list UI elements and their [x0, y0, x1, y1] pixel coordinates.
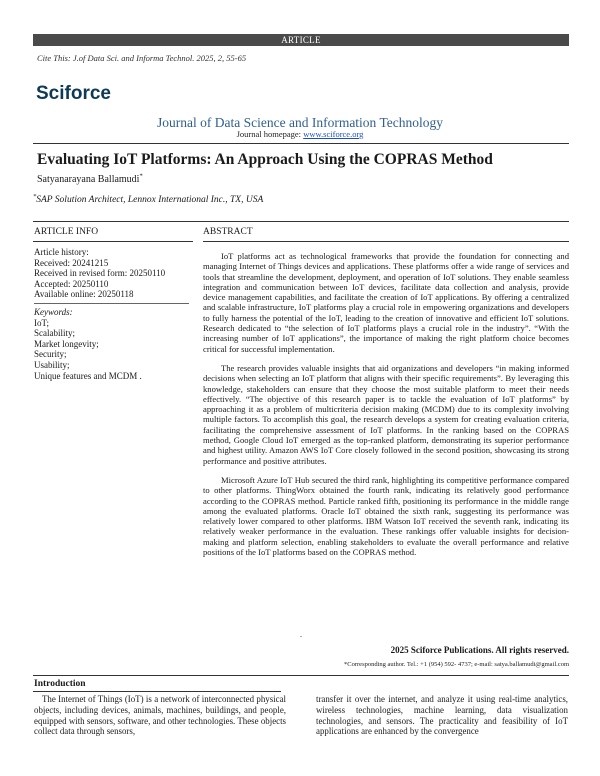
keyword-item: Security;: [34, 349, 67, 360]
keywords-label: Keywords:: [34, 306, 73, 317]
logo-text: Sciforce: [36, 83, 111, 104]
keywords-rule: [34, 303, 189, 304]
sciforce-logo[interactable]: [36, 82, 132, 104]
header-rule: [33, 143, 569, 144]
history-label: Article history:: [34, 247, 89, 257]
author-mark: *: [139, 172, 143, 180]
revised-date: Received in revised form: 20250110: [34, 268, 166, 279]
accepted-date: Accepted: 20250110: [34, 278, 109, 289]
abstract-heading: ABSTRACT: [203, 227, 253, 237]
homepage-link[interactable]: www.sciforce.org: [303, 129, 364, 139]
intro-left-column: The Internet of Things (IoT) is a network of interconnected physical objects, including devices, animals, machines, buildings, and people, equipped with sensors, software, and other technologies. These objects collect data through sensors,: [34, 694, 286, 737]
copyright-notice: 2025 Sciforce Publications. All rights reserved.: [390, 645, 569, 655]
introduction-heading: Introduction: [34, 679, 86, 689]
paper-title: Evaluating IoT Platforms: An Approach Using the COPRAS Method: [37, 151, 493, 168]
section-rule: [33, 221, 569, 222]
online-date: Available online: 20250118: [34, 289, 134, 300]
keyword-item: Scalability;: [34, 328, 75, 339]
abstract-trailing-mark: .: [300, 630, 302, 639]
affiliation-text: SAP Solution Architect, Lennox International Inc., TX, USA: [36, 195, 264, 205]
citation-line: Cite This: J.of Data Sci. and Informa Technol. 2025, 2, 55-65: [37, 53, 247, 63]
author-affiliation: [33, 192, 264, 205]
keyword-item: IoT;: [34, 317, 49, 328]
abstract-body: [203, 251, 569, 566]
keyword-item: Market longevity;: [34, 338, 99, 349]
article-info-heading: ARTICLE INFO: [34, 227, 99, 237]
author-text: Satyanarayana Ballamudi: [37, 174, 140, 185]
affiliation-mark: *: [33, 192, 37, 200]
keyword-item: Usability;: [34, 359, 70, 370]
intro-rule-top: [33, 675, 569, 676]
info-rule: [33, 241, 193, 242]
author-name: [37, 174, 143, 185]
journal-homepage: [0, 129, 600, 139]
homepage-label: Journal homepage:: [236, 129, 304, 139]
intro-right-column: transfer it over the internet, and analyze it using real-time analytics, wireless technologies, machine learning, data visualization technologies, and sensors. The practicality and feasibility of IoT applications are enhanced by the convergence: [316, 694, 568, 737]
received-date: Received: 20241215: [34, 257, 109, 268]
abstract-paragraph: The research provides valuable insights that aid organizations and developers “in making informed decisions when selecting an IoT platform that aligns with their specific requirements”. By leveraging this knowledge, stakeholders can ensure that they choose the most suitable platform to meet their needs effectively. “The objective of this research paper is to tackle the evaluation of IoT platforms” by approaching it as a problem of multicriteria decision making (MCDM) due to its complexity involving multiple factors. To accomplish this goal, the research develops a system for creating evaluation criteria, facilitating the comprehensive assessment of IoT platforms. In the ranking based on the COPRAS method, Google Cloud IoT emerged as the top-ranked platform, demonstrating its superior performance and highest utility. Amazon AWS IoT Core closely followed in the second position, showcasing its strong performance and positive attributes.: [203, 362, 569, 466]
journal-title: Journal of Data Science and Information Technology: [157, 115, 443, 130]
article-type-banner: ARTICLE: [33, 34, 569, 46]
abstract-paragraph: IoT platforms act as technological frameworks that provide the foundation for connecting and managing Internet of Things devices and applications. These platforms offer a wide range of services and tools that streamline the development, deployment, and operation of IoT solutions. They enable seamless integration and communication between IoT devices, facilitate data collection and analysis, provide device management capabilities, and facilitate the creation of IoT applications. By offering a centralized and scalable infrastructure, IoT platforms play a crucial role in empowering organizations and developers to fully harness the potential of the IoT, leading to the creation of innovative and efficient IoT solutions. Research dedicated to “the selection of IoT platforms plays a crucial role in the industry”. “With the increasing number of IoT applications”, the importance of making the right platform choice becomes critical for successful implementation.: [203, 251, 569, 354]
abstract-rule: [203, 241, 569, 242]
intro-rule-bottom: [33, 691, 281, 692]
abstract-paragraph: Microsoft Azure IoT Hub secured the third rank, highlighting its competitive performance compared to other platforms. ThingWorx obtained the fourth rank, indicating its relatively good performance according to the COPRAS method. Particle ranked fifth, positioning its performance in the middle range among the evaluated platforms. Oracle IoT obtained the sixth rank, suggesting its performance was relatively lower compared to other platforms. IBM Watson IoT received the seventh rank, indicating its relatively weaker performance in the evaluation. These rankings offer valuable insights for decision-making and platform selection, enabling stakeholders to evaluate the overall performance and relative positions of the IoT platforms based on the COPRAS method.: [203, 474, 569, 558]
corresponding-author: *Corresponding author. Tel.: +1 (954) 592- 4737; e-mail: satya.ballamudi@gmail.com: [344, 661, 569, 668]
article-info: [34, 247, 194, 381]
keyword-item: Unique features and MCDM .: [34, 370, 142, 381]
